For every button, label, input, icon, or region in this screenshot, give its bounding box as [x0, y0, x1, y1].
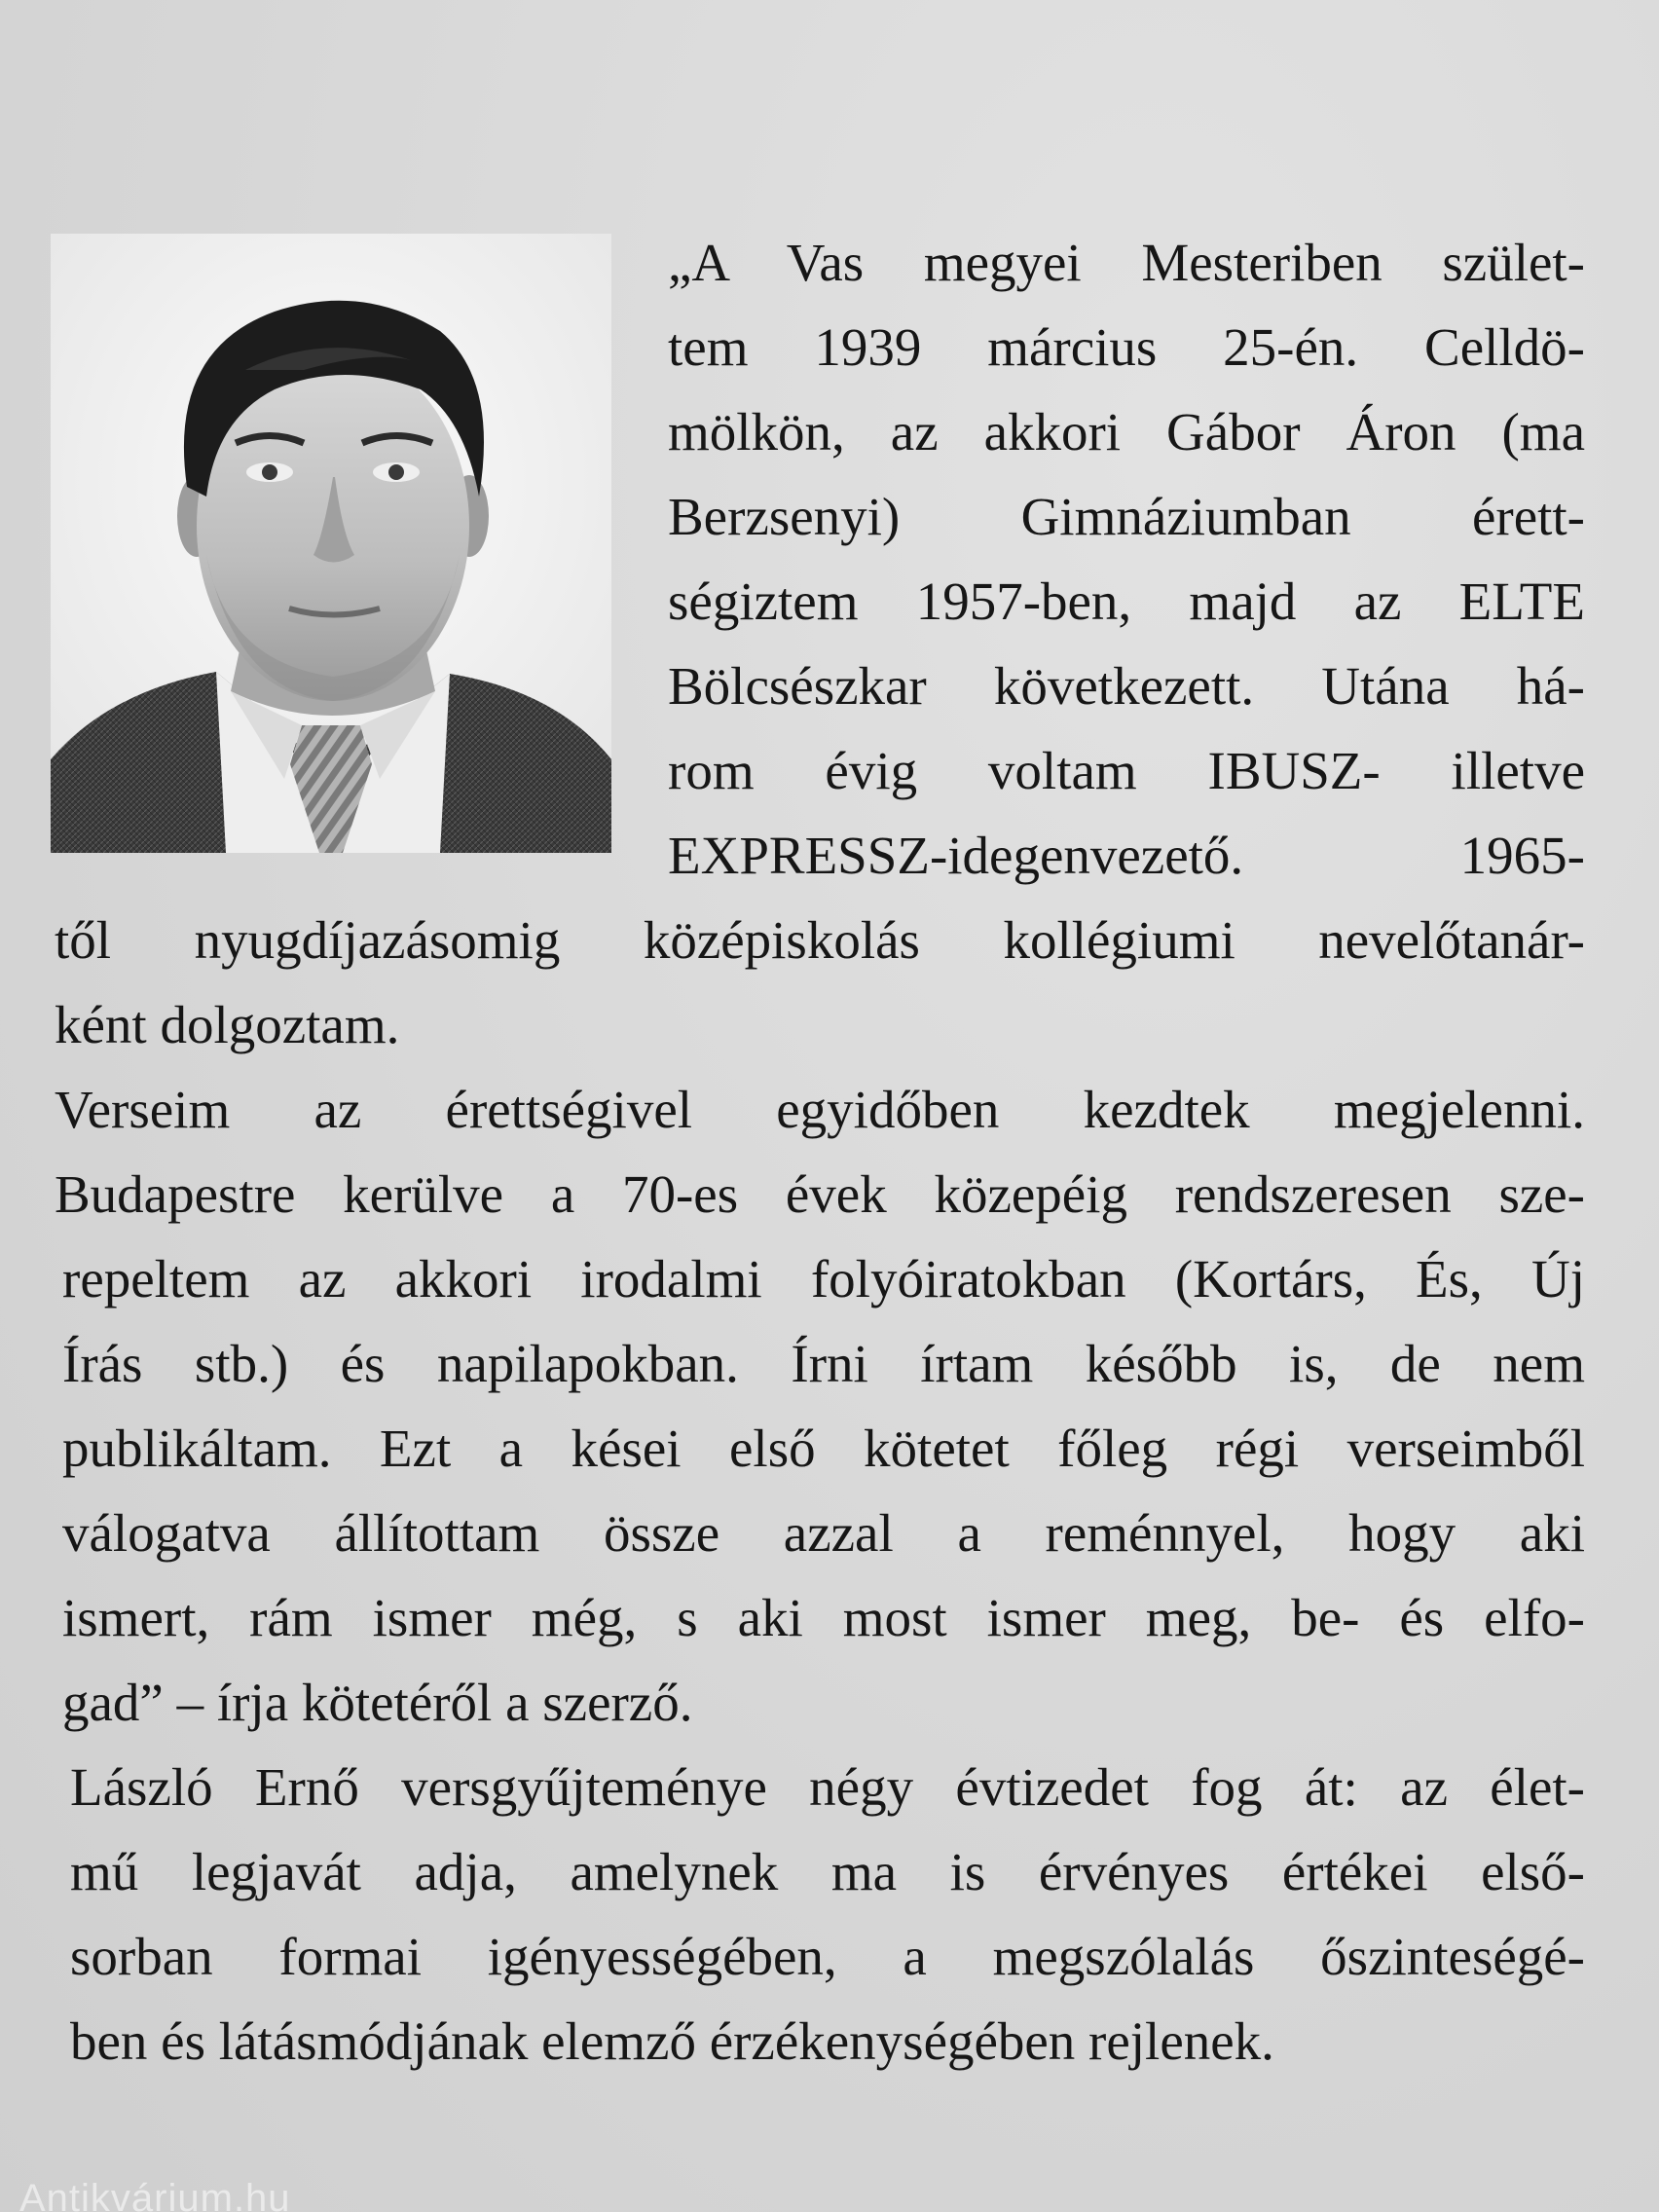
- bio-line: Verseim az érettségivel egyidőben kezdtek megjelenni.: [55, 1080, 1585, 1139]
- bio-line: repeltem az akkori irodalmi folyóiratokban (Kortárs, És, Új: [62, 1249, 1585, 1309]
- watermark: Antikvárium.hu: [19, 2177, 291, 2212]
- bio-line: Bölcsészkar következett. Utána há-: [668, 656, 1585, 716]
- bio-line: től nyugdíjazásomig középiskolás kollégiumi nevelőtanár-: [55, 910, 1585, 970]
- bio-line: ben és látásmódjának elemző érzékenységében rejlenek.: [70, 2011, 1274, 2071]
- bio-line: mölkön, az akkori Gábor Áron (ma: [668, 402, 1585, 461]
- bio-line: Berzsenyi) Gimnáziumban érett-: [668, 487, 1585, 546]
- bio-line: rom évig voltam IBUSZ- illetve: [668, 741, 1585, 800]
- bio-line: ként dolgoztam.: [55, 995, 400, 1054]
- bio-line: EXPRESSZ-idegenvezető. 1965-: [668, 826, 1585, 885]
- bio-line: László Ernő versgyűjteménye négy évtizedet fog át: az élet-: [70, 1757, 1585, 1817]
- bio-line: Budapestre kerülve a 70-es évek közepéig rendszeresen sze-: [55, 1164, 1585, 1224]
- author-portrait: [51, 234, 611, 853]
- bio-line: gad” – írja kötetéről a szerző.: [62, 1673, 693, 1732]
- bio-line: sorban formai igényességében, a megszólalás őszinteségé-: [70, 1927, 1585, 1986]
- portrait-photo-icon: [51, 234, 611, 853]
- bio-line: publikáltam. Ezt a kései első kötetet főleg régi verseimből: [62, 1419, 1585, 1478]
- bio-line: „A Vas megyei Mesteriben szület-: [668, 233, 1585, 292]
- bio-line: Írás stb.) és napilapokban. Írni írtam később is, de nem: [62, 1334, 1585, 1393]
- bio-line: mű legjavát adja, amelynek ma is érvényes értékei első-: [70, 1842, 1585, 1901]
- bio-line: ségiztem 1957-ben, majd az ELTE: [668, 571, 1585, 631]
- bio-line: tem 1939 március 25-én. Celldö-: [668, 317, 1585, 377]
- bio-line: válogatva állítottam össze azzal a reménnyel, hogy aki: [62, 1503, 1585, 1563]
- bio-line: ismert, rám ismer még, s aki most ismer meg, be- és elfo-: [62, 1588, 1585, 1647]
